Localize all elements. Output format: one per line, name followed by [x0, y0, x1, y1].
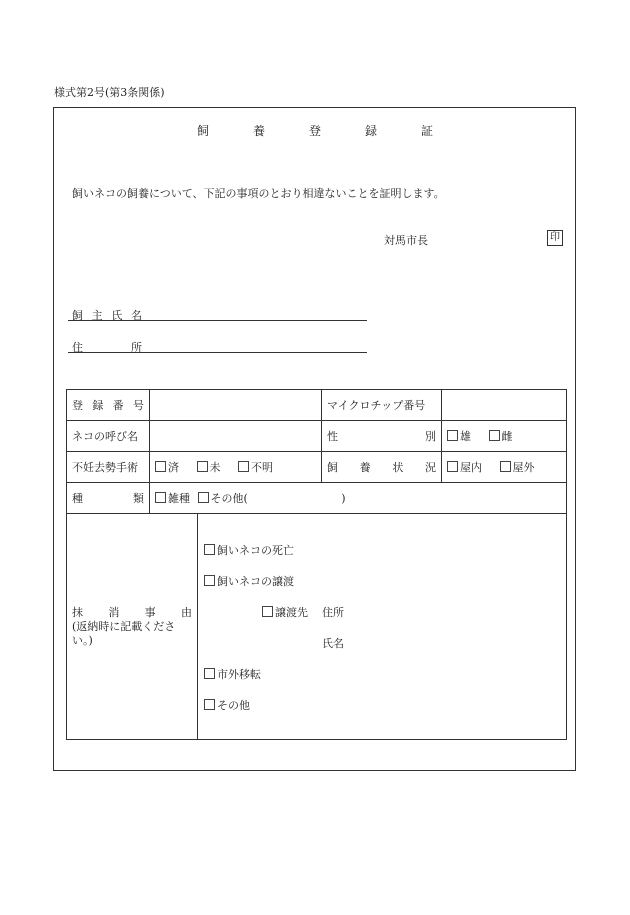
label-char: 名 [130, 309, 142, 322]
label-char: 飼 [327, 461, 338, 474]
checkbox-icon [155, 461, 166, 472]
registration-table [66, 389, 567, 740]
issuer-mayor: 対馬市長 [384, 234, 428, 247]
label-char: 号 [132, 399, 144, 412]
cancel-reasons-cell [198, 514, 567, 740]
cat-name-label: ネコの呼び名 [67, 421, 150, 452]
table-row [67, 483, 567, 514]
title-char: 飼 [196, 124, 209, 138]
breed-label-1: 種 [72, 492, 83, 505]
title-char: 登 [308, 124, 321, 138]
microchip-value[interactable] [442, 390, 567, 421]
label-char: 登 [72, 399, 83, 412]
checkbox-icon [198, 492, 209, 503]
table-row [67, 421, 567, 452]
cancel-label-cell [67, 514, 198, 740]
seal-mark: 印 [547, 230, 563, 246]
table-row [67, 390, 567, 421]
transferee-address-label: 住所 [322, 606, 344, 619]
form-number-label: 様式第2号(第3条関係) [54, 86, 165, 99]
label-char: 事 [144, 605, 156, 619]
label-char: 住 [72, 341, 83, 354]
checkbox-icon [447, 461, 458, 472]
checkbox-icon [204, 668, 215, 679]
status-options [442, 452, 567, 483]
neuter-option[interactable]: 未 [197, 461, 221, 474]
breed-option[interactable]: 雑種 [155, 492, 190, 505]
certificate-title [0, 122, 630, 139]
neuter-label: 不妊去勢手術 [67, 452, 150, 483]
title-char: 証 [421, 124, 434, 138]
label-char: 番 [112, 399, 124, 412]
checkbox-icon [204, 575, 215, 586]
label-char: 消 [108, 605, 120, 619]
transferee-name-label: 氏名 [322, 637, 344, 650]
label-char: 抹 [72, 605, 83, 619]
label-char: 養 [359, 461, 371, 474]
reason-option[interactable]: 飼いネコの死亡 [204, 542, 294, 558]
transferee-option[interactable]: 譲渡先 [262, 604, 308, 620]
checkbox-icon [500, 461, 511, 472]
checkbox-icon [204, 544, 215, 555]
breed-option[interactable]: その他( [198, 492, 248, 505]
cancel-label [72, 606, 192, 620]
table-row [67, 452, 567, 483]
label-char: 氏 [111, 309, 123, 322]
sex-option[interactable]: 雄 [447, 430, 471, 443]
checkbox-icon [489, 430, 500, 441]
title-char: 養 [252, 124, 265, 138]
checkbox-icon [204, 699, 215, 710]
breed-options [150, 483, 567, 514]
sex-label-1: 性 [327, 430, 338, 443]
certification-statement: 飼いネコの飼養について、下記の事項のとおり相違ないことを証明します。 [72, 187, 445, 200]
checkbox-icon [155, 492, 166, 503]
neuter-option[interactable]: 不明 [238, 461, 273, 474]
table-row [67, 514, 567, 740]
title-char: 録 [365, 124, 378, 138]
status-option[interactable]: 屋内 [447, 461, 482, 474]
reg-no-label [67, 390, 150, 421]
reason-option[interactable]: 市外移転 [204, 666, 261, 682]
sex-label [322, 421, 442, 452]
label-char: 所 [131, 341, 142, 354]
label-char: 況 [424, 461, 436, 474]
checkbox-icon [197, 461, 208, 472]
checkbox-icon [262, 606, 273, 617]
label-char: 由 [180, 605, 192, 619]
label-char: 録 [92, 399, 104, 412]
cat-name-value[interactable] [150, 421, 322, 452]
sex-option[interactable]: 雌 [489, 430, 513, 443]
owner-name-line[interactable] [68, 320, 367, 321]
owner-address-line[interactable] [68, 352, 367, 353]
neuter-options [150, 452, 322, 483]
cancel-note: (返納時に記載ください。) [72, 619, 176, 647]
neuter-option[interactable]: 済 [155, 461, 179, 474]
sex-options [442, 421, 567, 452]
breed-label-2: 類 [133, 492, 144, 505]
checkbox-icon [238, 461, 249, 472]
label-char: 主 [91, 309, 103, 322]
label-char: 状 [392, 461, 404, 474]
status-label [322, 452, 442, 483]
breed-close-paren: ) [341, 492, 346, 505]
status-option[interactable]: 屋外 [500, 461, 535, 474]
breed-label [67, 483, 150, 514]
label-char: 飼 [72, 309, 83, 322]
microchip-label: マイクロチップ番号 [322, 390, 442, 421]
reason-option[interactable]: その他 [204, 697, 250, 713]
reg-no-value[interactable] [150, 390, 322, 421]
sex-label-2: 別 [425, 430, 436, 443]
checkbox-icon [447, 430, 458, 441]
reason-option[interactable]: 飼いネコの譲渡 [204, 573, 294, 589]
